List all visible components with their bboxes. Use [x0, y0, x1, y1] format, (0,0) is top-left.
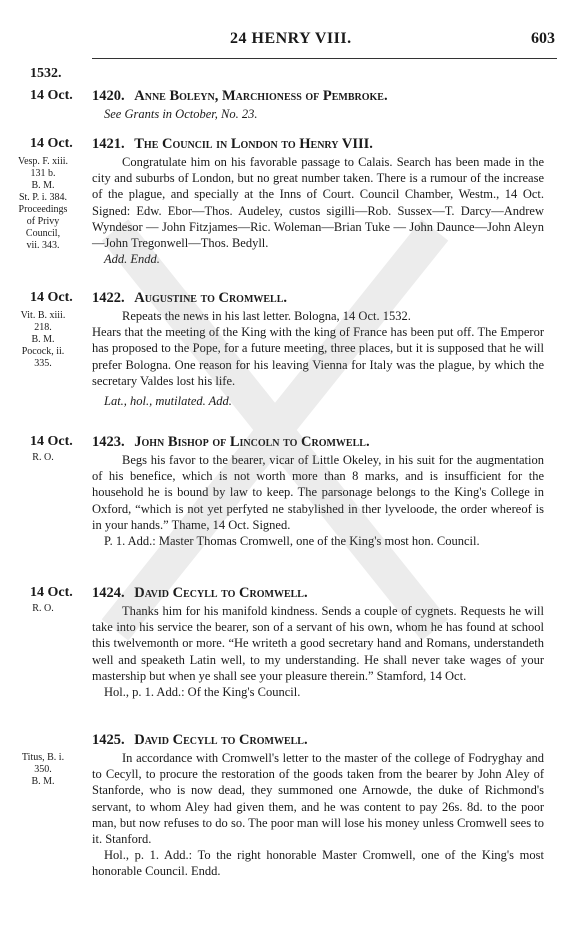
- entry-title: Augustine to Cromwell.: [134, 290, 288, 306]
- running-title: 24 HENRY VIII.: [230, 30, 352, 47]
- ref-line: Pocock, ii.: [21, 346, 65, 357]
- entry-paragraph: In accordance with Cromwell's letter to the master of the college of Fodryghay and to Cecyll, to procure the restoration of the goods taken from the bearer by John Aley of Stanforde, who is now dead, they summoned one Arnowde, the duke of Richmond's servant, to whom Aley had given them, and he was content to pay 26s. 8d. to the poor man, but now refuses to do so. The poor man will lose his money unless Cromwell sees to it. Stanford.: [92, 751, 544, 847]
- entry-paragraph: Repeats the news in his last letter. Bologna, 14 Oct. 1532.: [122, 309, 411, 323]
- entry-note: P. 1. Add.: Master Thomas Cromwell, one of the King's most hon. Council.: [104, 534, 480, 549]
- page-number: 603: [531, 30, 555, 47]
- entry-heading: [92, 434, 370, 451]
- entry-heading: [92, 585, 308, 602]
- entry-refs: [0, 752, 86, 788]
- entry-refs: [0, 452, 86, 464]
- entry-heading: [92, 88, 388, 105]
- ref-line: 218.: [34, 322, 52, 333]
- ref-line: Vesp. F. xiii.: [17, 156, 69, 167]
- entry-number: 1422.: [92, 290, 125, 306]
- entry-date: 14 Oct.: [30, 585, 73, 600]
- entry-body: [92, 452, 544, 549]
- entry-note: Hol., p. 1. Add.: To the right honorable Master Cromwell, one of the King's most honorable Council. Endd.: [92, 848, 544, 879]
- entry-number: 1420.: [92, 88, 125, 104]
- entry-body: [92, 308, 544, 409]
- entry-number: 1425.: [92, 732, 125, 748]
- ref-line: R. O.: [32, 603, 54, 614]
- entry-note: Hol., p. 1. Add.: Of the King's Council.: [104, 685, 301, 700]
- entry-paragraph: Hears that the meeting of the King with the king of France has been put off. The Emperor has proposed to the Pope, for a future meeting, three places, but it is supposed that he will prefer Bologna. One reason for his leaving Vienna for Italy was the plague, by which the secretary Valdes lost his life.: [92, 325, 544, 388]
- entry-date: 14 Oct.: [30, 88, 73, 103]
- ref-line: Council,: [25, 228, 61, 239]
- entry-body: [92, 750, 544, 880]
- ref-line: vii. 343.: [26, 240, 60, 251]
- entry-title: David Cecyll to Cromwell.: [134, 732, 308, 748]
- ref-line: 131 b.: [30, 168, 56, 179]
- entry-number: 1423.: [92, 434, 125, 450]
- entry-refs: [0, 310, 86, 370]
- ref-line: R. O.: [32, 452, 54, 463]
- entry-refs: [0, 156, 86, 252]
- entry-title: The Council in London to Henry VIII.: [134, 136, 373, 152]
- entry-body: [92, 154, 544, 267]
- entry-title: Anne Boleyn, Marchioness of Pembroke.: [134, 88, 388, 104]
- ref-line: B. M.: [31, 776, 55, 787]
- year-label: 1532.: [30, 66, 62, 81]
- ref-line: 335.: [34, 358, 52, 369]
- ref-line: Proceedings: [18, 204, 68, 215]
- entry-note: Lat., hol., mutilated. Add.: [104, 394, 232, 409]
- entry-title: David Cecyll to Cromwell.: [134, 585, 308, 601]
- entry-paragraph: Congratulate him on his favorable passage to Calais. Search has been made in the city and suburbs of London, but no great number taken. There is a rumour of the increase of the plague, and specially at the Inns of Court. Council Chamber, Westm., 14 Oct. Signed: Edw. Ebor—Thos. Audeley, custos sigilli—Rob. Sussex—T. Darcy—Andrew Wyndesor — John Fitzjames—Ric. Woleman—Brian Tuke — John Daunce—John Aleyn—John Tregonwell—Thos. Bedyll.: [92, 155, 544, 251]
- entry-heading: [92, 732, 308, 749]
- ref-line: 350.: [34, 764, 52, 775]
- entry-number: 1424.: [92, 585, 125, 601]
- watermark-cross-icon: [95, 210, 455, 650]
- entry-paragraph: Thanks him for his manifold kindness. Sends a couple of cygnets. Requests he will take into his service the bearer, son of a servant of his own, whom he has found at school this twelvemonth or more. “He writeth a good secretary hand and Romans, understandeth well and speaketh Latin well, to my understanding. He shall never take wages of your mastership but when ye shall see your pleasure therein.” Stamford, 14 Oct.: [92, 604, 544, 683]
- ref-line: Titus, B. i.: [21, 752, 65, 763]
- running-head: [0, 30, 567, 54]
- entry-body: [92, 106, 544, 122]
- entry-paragraph: Begs his favor to the bearer, vicar of Little Okeley, in his suit for the augmentation of his benefice, which is not worth more than 8 marks, and is insufficient for the household he is bound by law to keep. The parsonage belongs to the King's College in Oxford, “which is not yet perfyted ne stabylished in ther lyveloode, the order whereof is in your hands.” Thame, 14 Oct. Signed.: [92, 453, 544, 532]
- entry-heading: [92, 290, 287, 307]
- entry-heading: [92, 136, 373, 153]
- entry-paragraph: See Grants in October, No. 23.: [104, 107, 258, 121]
- entry-number: 1421.: [92, 136, 125, 152]
- entry-date: 14 Oct.: [30, 136, 73, 151]
- entry-body: [92, 603, 544, 700]
- ref-line: Vit. B. xiii.: [20, 310, 66, 321]
- entry-title: John Bishop of Lincoln to Cromwell.: [134, 434, 370, 450]
- entry-date: 14 Oct.: [30, 290, 73, 305]
- entry-date: 14 Oct.: [30, 434, 73, 449]
- ref-line: B. M.: [31, 180, 55, 191]
- header-rule: [92, 58, 557, 59]
- ref-line: of Privy: [26, 216, 60, 227]
- ref-line: B. M.: [31, 334, 55, 345]
- entry-note: Add. Endd.: [104, 252, 160, 267]
- entry-refs: [0, 603, 86, 615]
- ref-line: St. P. i. 384.: [18, 192, 68, 203]
